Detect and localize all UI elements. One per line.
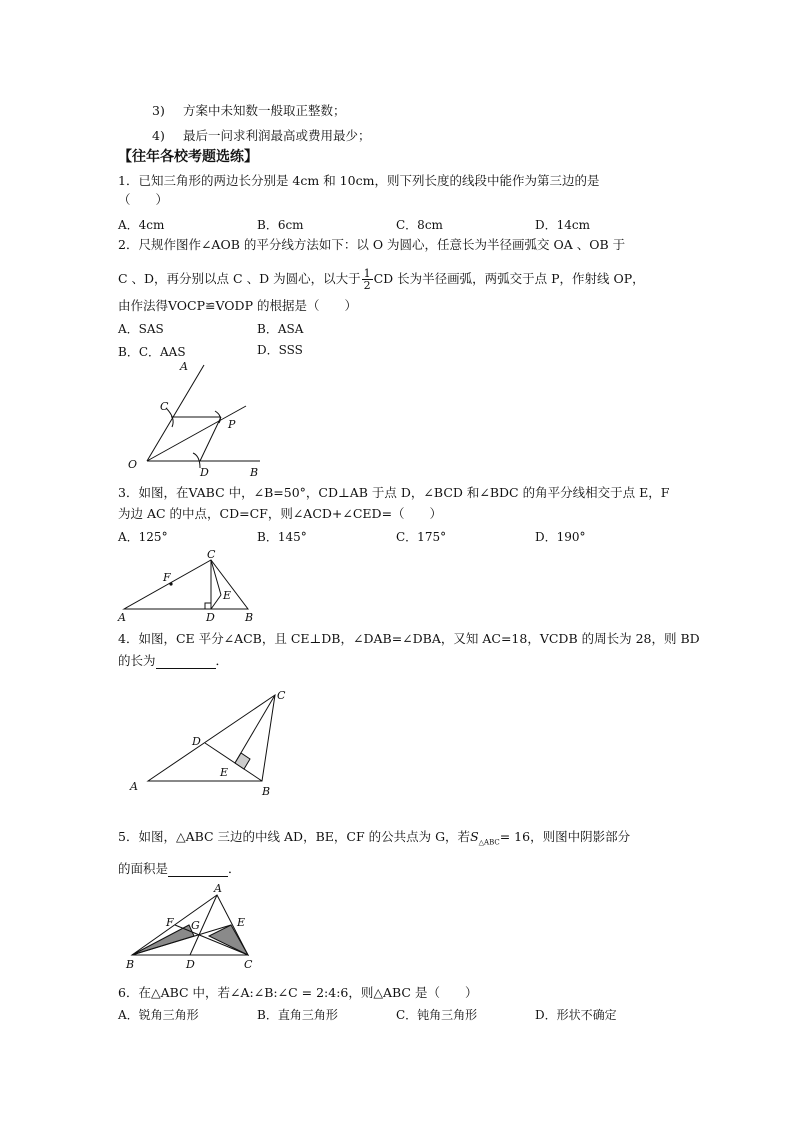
q5-stem-line2-text: 的面积是 <box>118 861 169 876</box>
q2-label-a: A <box>180 360 188 373</box>
q3-label-f: F <box>163 571 171 584</box>
q6-option-c: C．钝角三角形 <box>396 1008 478 1022</box>
q4-triangle-figure <box>125 685 295 800</box>
q5-area-symbol: S <box>470 829 479 844</box>
q2-fraction-numerator: 1 <box>363 267 371 280</box>
q5-medians-figure <box>120 880 270 975</box>
q2-stem-line2 <box>118 268 645 291</box>
q2-stem-line2-part1: C 、D，再分别以点 C 、D 为圆心，以大于 <box>118 271 361 286</box>
q2-fraction <box>362 268 373 291</box>
q1-option-c: C．8cm <box>396 218 443 232</box>
q2-ray-op <box>147 406 246 461</box>
q2-option-a: A．SAS <box>118 322 164 336</box>
q3-label-c: C <box>207 548 216 561</box>
section-title: 【往年各校考题选练】 <box>118 149 258 165</box>
q5-label-a: A <box>214 882 222 895</box>
q6-stem: 6．在△ABC 中，若∠A:∠B:∠C = 2:4:6，则△ABC 是（ ） <box>118 985 478 1000</box>
q4-label-c: C <box>277 689 286 702</box>
q2-stem-line1: 2．尺规作图作∠AOB 的平分线方法如下：以 O 为圆心，任意长为半径画弧交 OA 、OB 于 <box>118 237 626 252</box>
q3-stem-line2: 为边 AC 的中点，CD=CF，则∠ACD+∠CED=（ ） <box>118 506 443 521</box>
q4-stem-line2 <box>118 653 228 669</box>
q4-stem-line2-text: 的长为 <box>118 653 156 668</box>
q2-segment-dp <box>200 417 221 461</box>
q2-option-d: D．SSS <box>257 343 303 357</box>
q5-stem-line1-part2: = 16，则图中阴影部分 <box>499 829 631 844</box>
q3-label-a: A <box>118 611 126 624</box>
q6-option-b: B．直角三角形 <box>257 1008 338 1022</box>
q3-option-c: C．175° <box>396 530 447 544</box>
q4-right-angle-mark <box>235 753 250 769</box>
q5-stem-line2 <box>118 861 241 877</box>
note-3-number: 3) <box>152 103 165 118</box>
q4-label-a: A <box>130 780 138 793</box>
q5-label-c: C <box>244 958 253 971</box>
q3-triangle-figure <box>115 547 265 623</box>
q5-stem-line2-end: ． <box>228 861 241 876</box>
q2-stem-line3: 由作法得VOCP≌VODP 的根据是（ ） <box>118 298 357 313</box>
q4-label-b: B <box>262 785 271 798</box>
q2-label-p: P <box>228 418 236 431</box>
q5-answer-blank[interactable] <box>168 864 228 877</box>
q3-segment-de <box>211 595 221 609</box>
q5-area-subscript: △ABC <box>478 838 500 847</box>
q5-label-g: G <box>191 919 200 932</box>
note-4-text: 最后一问求利润最高或费用最少； <box>183 128 371 143</box>
q1-option-a: A．4cm <box>118 218 165 232</box>
q3-label-e: E <box>223 589 232 602</box>
q4-segment-db <box>205 743 262 781</box>
q1-stem: 1．已知三角形的两边长分别是 4cm 和 10cm，则下列长度的线段中能作为第三边的是 <box>118 173 600 188</box>
q2-fraction-denominator: 2 <box>363 279 371 292</box>
q3-option-b: B．145° <box>257 530 307 544</box>
q5-stem-line1 <box>118 829 630 851</box>
q2-ray-oa <box>147 365 204 461</box>
q3-option-d: D．190° <box>535 530 586 544</box>
q1-option-b: B．6cm <box>257 218 304 232</box>
q2-angle-bisector-figure <box>120 360 270 480</box>
q3-right-angle-mark <box>205 603 211 609</box>
q5-label-f: F <box>166 916 174 929</box>
q2-label-c: C <box>160 400 169 413</box>
q2-stem-line2-part2: CD 长为半径画弧，两弧交于点 P，作射线 OP， <box>373 271 645 286</box>
note-4-number: 4) <box>152 128 165 143</box>
q4-answer-blank[interactable] <box>156 656 216 669</box>
q6-option-a: A．锐角三角形 <box>118 1008 199 1022</box>
q2-label-b: B <box>250 466 259 479</box>
q4-label-e: E <box>220 766 229 779</box>
q5-label-b: B <box>126 958 135 971</box>
q4-label-d: D <box>192 735 201 748</box>
q3-label-d: D <box>206 611 215 624</box>
q4-stem-line1: 4．如图，CE 平分∠ACB，且 CE⊥DB，∠DAB=∠DBA，又知 AC=18，VCDB 的周长为 28，则 BD <box>118 631 700 646</box>
q2-option-c: B．C．AAS <box>118 345 186 359</box>
q4-stem-line2-end: ． <box>215 653 229 668</box>
q6-option-d: D．形状不确定 <box>535 1008 617 1022</box>
q1-option-d: D．14cm <box>535 218 590 232</box>
q2-label-o: O <box>128 458 138 471</box>
q5-stem-line1-part1: 5．如图，△ABC 三边的中线 AD，BE，CF 的公共点为 G，若 <box>118 829 471 844</box>
q3-segment-ce <box>211 560 221 595</box>
q1-paren: （ ） <box>118 192 169 207</box>
q3-stem-line1: 3．如图，在VABC 中，∠B=50°，CD⊥AB 于点 D，∠BCD 和∠BDC 的角平分线相交于点 E，F <box>118 485 670 500</box>
q5-label-d: D <box>186 958 195 971</box>
q3-label-b: B <box>245 611 254 624</box>
q2-label-d: D <box>200 466 209 479</box>
q5-label-e: E <box>237 916 246 929</box>
q3-option-a: A．125° <box>118 530 168 544</box>
q2-option-b: B．ASA <box>257 322 304 336</box>
q4-triangle-acb <box>148 695 275 781</box>
note-3-text: 方案中未知数一般取正整数； <box>183 103 346 118</box>
